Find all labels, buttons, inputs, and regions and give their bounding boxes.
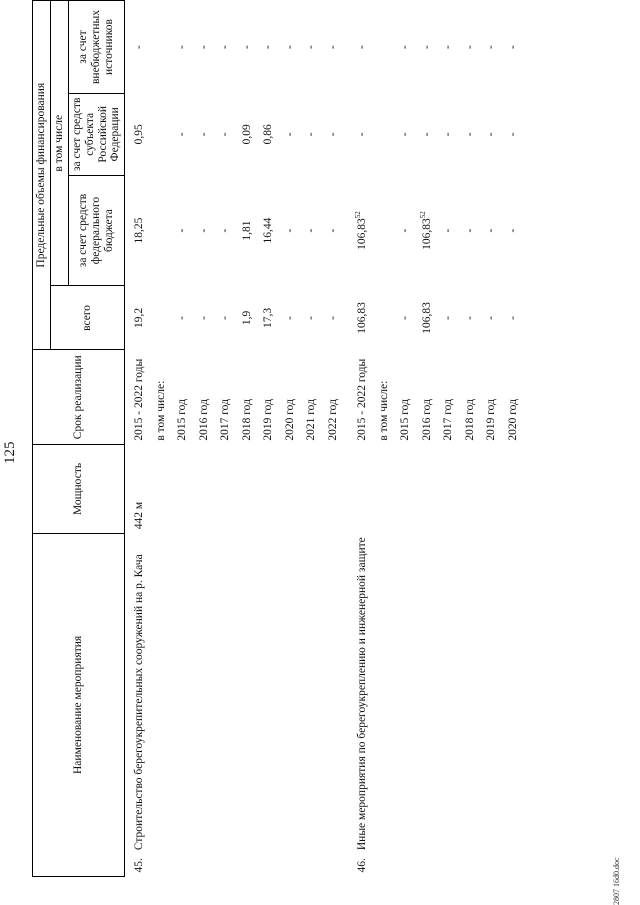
table-row <box>507 1 529 877</box>
row-extra-text: - <box>326 45 339 49</box>
footnote-ref: 52 <box>354 211 363 219</box>
row-regional-text: - <box>442 132 455 137</box>
row-extra-text: - <box>356 45 369 49</box>
row-regional <box>176 94 198 176</box>
row-federal-text: 16,44 <box>262 217 275 244</box>
row-number <box>155 854 177 876</box>
row-extra-text: - <box>262 45 275 49</box>
row-regional <box>284 94 306 176</box>
row-capacity <box>284 445 306 534</box>
table-row <box>241 1 263 877</box>
row-period-text: 2015 год <box>176 399 189 441</box>
header-including: в том числе <box>50 1 68 286</box>
row-capacity <box>327 445 349 534</box>
row-period-text: 2015 - 2022 годы <box>133 358 146 441</box>
header-period: Срок реализации <box>33 350 125 445</box>
row-federal-text: 106,83 <box>356 218 369 250</box>
row-total <box>284 286 306 350</box>
row-name <box>241 533 263 854</box>
header-name: Наименование мероприятия <box>33 533 125 876</box>
row-total-text: - <box>197 316 210 320</box>
row-total-text: 106,83 <box>356 302 369 334</box>
row-regional <box>241 94 263 176</box>
row-federal <box>418 175 443 286</box>
table-row <box>125 1 155 877</box>
row-federal <box>198 175 220 286</box>
row-number-text: 45. <box>133 858 146 873</box>
row-number <box>241 854 263 876</box>
row-federal <box>305 175 327 286</box>
row-period <box>284 350 306 445</box>
row-regional-text: - <box>463 132 476 137</box>
row-period-text: 2015 год <box>399 399 412 441</box>
row-capacity <box>219 445 241 534</box>
row-period <box>176 350 198 445</box>
row-number-text: 46. <box>356 858 369 873</box>
row-regional <box>399 94 421 176</box>
row-federal-text: - <box>485 228 498 233</box>
row-total <box>262 286 284 350</box>
row-extra <box>198 1 220 94</box>
row-federal <box>464 175 486 286</box>
row-period <box>507 350 529 445</box>
row-number <box>219 854 241 876</box>
row-capacity-text: 442 м <box>133 501 146 530</box>
row-number <box>399 854 421 876</box>
row-regional-text: - <box>506 132 519 137</box>
row-total-text: - <box>283 316 296 320</box>
row-regional <box>155 94 177 176</box>
row-number <box>284 854 306 876</box>
row-total-text: - <box>399 316 412 320</box>
row-federal-text: - <box>463 228 476 233</box>
row-period <box>155 350 177 445</box>
row-federal <box>241 175 263 286</box>
page-number: 125 <box>2 441 18 464</box>
row-regional <box>125 94 155 176</box>
row-federal <box>399 175 421 286</box>
row-name <box>421 533 443 854</box>
row-period <box>442 350 464 445</box>
row-extra <box>348 1 378 94</box>
row-period <box>198 350 220 445</box>
row-regional <box>262 94 284 176</box>
row-regional-text: - <box>283 132 296 137</box>
row-total <box>378 286 400 350</box>
row-period <box>305 350 327 445</box>
table-row <box>421 1 443 877</box>
row-period <box>485 350 507 445</box>
table-row <box>284 1 306 877</box>
table-row <box>305 1 327 877</box>
row-regional-text: - <box>356 132 369 137</box>
row-period <box>219 350 241 445</box>
row-extra <box>125 1 155 94</box>
row-capacity <box>262 445 284 534</box>
table-row <box>348 1 378 877</box>
row-total <box>464 286 486 350</box>
row-period <box>327 350 349 445</box>
row-total <box>176 286 198 350</box>
row-federal <box>378 175 400 286</box>
row-federal-text: - <box>399 228 412 233</box>
table-body <box>125 1 529 877</box>
row-total <box>125 286 155 350</box>
row-total <box>241 286 263 350</box>
row-federal <box>176 175 198 286</box>
row-period-text: 2020 год <box>506 399 519 441</box>
row-period-text: 2018 год <box>463 399 476 441</box>
footer-filename: 2807 16d0.doc <box>612 857 621 905</box>
row-federal <box>507 175 529 286</box>
row-extra-text: - <box>305 45 318 49</box>
row-federal-text: 1,81 <box>240 220 253 241</box>
row-period <box>241 350 263 445</box>
row-total-text: 19,2 <box>133 307 146 328</box>
row-total <box>155 286 177 350</box>
row-federal-text: - <box>176 228 189 233</box>
table-row <box>399 1 421 877</box>
row-capacity <box>241 445 263 534</box>
row-extra-text: - <box>240 45 253 49</box>
row-total-text: - <box>305 316 318 320</box>
row-number <box>421 854 443 876</box>
row-number <box>125 854 155 876</box>
row-name <box>507 533 529 854</box>
row-name <box>464 533 486 854</box>
table-row <box>219 1 241 877</box>
row-name-text: Строительство берегоукрепительных сооружений на р. Кача <box>133 554 146 851</box>
row-extra <box>327 1 349 94</box>
row-regional <box>219 94 241 176</box>
row-extra-text: - <box>176 45 189 49</box>
row-federal-text: - <box>219 228 232 233</box>
row-name <box>155 533 177 854</box>
row-period-text: 2017 год <box>219 399 232 441</box>
row-federal <box>442 175 464 286</box>
row-regional-text: - <box>399 132 412 137</box>
row-federal-text: 106,83 <box>420 218 433 250</box>
row-extra-text: - <box>283 45 296 49</box>
row-period-text: 2016 год <box>197 399 210 441</box>
row-number <box>485 854 507 876</box>
table-row <box>464 1 486 877</box>
row-federal <box>262 175 284 286</box>
row-name <box>442 533 464 854</box>
header-extra: за счет внебюджетных источников <box>68 1 125 94</box>
row-regional <box>464 94 486 176</box>
row-period <box>348 350 378 445</box>
row-total <box>327 286 349 350</box>
row-total <box>219 286 241 350</box>
row-capacity <box>464 445 486 534</box>
row-capacity <box>198 445 220 534</box>
row-extra-text: - <box>485 45 498 49</box>
row-name <box>485 533 507 854</box>
row-extra-text: - <box>420 45 433 49</box>
row-period-text: 2017 год <box>442 399 455 441</box>
row-regional-text: - <box>420 132 433 137</box>
row-capacity <box>125 445 155 534</box>
row-extra <box>399 1 421 94</box>
row-period-text: 2019 год <box>485 399 498 441</box>
row-name <box>305 533 327 854</box>
row-capacity <box>485 445 507 534</box>
row-federal-text: - <box>283 228 296 233</box>
row-total <box>348 286 378 350</box>
row-period-text: в том числе: <box>377 380 390 441</box>
row-name <box>399 533 421 854</box>
row-name <box>176 533 198 854</box>
row-extra <box>305 1 327 94</box>
row-federal <box>219 175 241 286</box>
footnote-ref: 52 <box>418 211 427 219</box>
row-extra-text: - <box>399 45 412 49</box>
table-row <box>155 1 177 877</box>
row-number <box>378 854 400 876</box>
row-federal <box>348 175 378 286</box>
row-name <box>198 533 220 854</box>
row-regional-text: - <box>197 132 210 137</box>
row-number <box>348 854 378 876</box>
row-federal-text: - <box>197 228 210 233</box>
row-regional <box>327 94 349 176</box>
row-regional <box>198 94 220 176</box>
row-capacity <box>348 445 378 534</box>
row-total-text: 17,3 <box>262 307 275 328</box>
row-name <box>378 533 400 854</box>
row-extra-text: - <box>219 45 232 49</box>
row-period <box>399 350 421 445</box>
row-capacity <box>378 445 400 534</box>
row-extra <box>284 1 306 94</box>
row-period-text: 2019 год <box>262 399 275 441</box>
row-total <box>485 286 507 350</box>
row-period <box>378 350 400 445</box>
row-number <box>464 854 486 876</box>
row-total <box>198 286 220 350</box>
row-extra <box>464 1 486 94</box>
row-name-text: Иные мероприятия по берегоукреплению и инженерной защите <box>356 537 369 851</box>
row-total <box>421 286 443 350</box>
header-federal: за счет средств федерального бюджета <box>68 175 125 286</box>
row-total <box>305 286 327 350</box>
row-regional <box>378 94 400 176</box>
row-period <box>421 350 443 445</box>
row-total <box>399 286 421 350</box>
row-period <box>125 350 155 445</box>
row-federal-text: - <box>326 228 339 233</box>
row-extra <box>485 1 507 94</box>
row-regional-text: - <box>219 132 232 137</box>
row-regional <box>421 94 443 176</box>
row-number <box>176 854 198 876</box>
funding-table <box>32 0 528 877</box>
row-federal <box>155 175 177 286</box>
row-total-text: - <box>463 316 476 320</box>
row-federal-text: - <box>442 228 455 233</box>
row-federal <box>327 175 349 286</box>
table-row <box>378 1 400 877</box>
row-extra-text: - <box>506 45 519 49</box>
row-name <box>348 533 378 854</box>
row-extra <box>507 1 529 94</box>
row-total <box>507 286 529 350</box>
row-regional-text: - <box>326 132 339 137</box>
row-federal-text: 18,25 <box>133 217 146 244</box>
row-name <box>284 533 306 854</box>
row-period-text: 2022 год <box>326 399 339 441</box>
row-federal-text: - <box>506 228 519 233</box>
row-extra-text: - <box>197 45 210 49</box>
table-row <box>176 1 198 877</box>
row-total-text: - <box>506 316 519 320</box>
row-total-text: - <box>219 316 232 320</box>
row-capacity <box>176 445 198 534</box>
row-regional <box>348 94 378 176</box>
row-extra <box>176 1 198 94</box>
header-total: всего <box>50 286 124 350</box>
row-extra <box>421 1 443 94</box>
row-period <box>464 350 486 445</box>
row-total <box>442 286 464 350</box>
row-capacity <box>305 445 327 534</box>
row-extra <box>442 1 464 94</box>
row-total-text: - <box>176 316 189 320</box>
table-row <box>485 1 507 877</box>
table-row <box>442 1 464 877</box>
table-row <box>262 1 284 877</box>
row-capacity <box>155 445 177 534</box>
row-regional-text: 0,09 <box>240 124 253 145</box>
row-total-text: 1,9 <box>240 310 253 326</box>
row-number <box>327 854 349 876</box>
row-regional <box>442 94 464 176</box>
row-capacity <box>442 445 464 534</box>
row-period-text: 2020 год <box>283 399 296 441</box>
row-number <box>198 854 220 876</box>
row-extra <box>155 1 177 94</box>
row-name <box>125 533 155 854</box>
table-row <box>327 1 349 877</box>
row-total-text: - <box>442 316 455 320</box>
row-total-text: 106,83 <box>420 302 433 334</box>
row-extra <box>378 1 400 94</box>
row-period-text: 2021 год <box>305 399 318 441</box>
row-capacity <box>399 445 421 534</box>
row-regional <box>485 94 507 176</box>
row-name <box>219 533 241 854</box>
row-extra-text: - <box>442 45 455 49</box>
header-funding: Предельные объемы финансирования <box>33 1 51 350</box>
row-number <box>305 854 327 876</box>
header-capacity: Мощность <box>33 445 125 534</box>
row-regional-text: 0,95 <box>133 124 146 145</box>
row-total-text: - <box>485 316 498 320</box>
row-name <box>262 533 284 854</box>
row-federal <box>284 175 306 286</box>
row-number <box>262 854 284 876</box>
row-federal <box>125 175 155 286</box>
row-federal-text: - <box>305 228 318 233</box>
row-extra <box>219 1 241 94</box>
row-extra <box>262 1 284 94</box>
row-regional-text: 0,86 <box>262 124 275 145</box>
row-extra-text: - <box>463 45 476 49</box>
row-total-text: - <box>326 316 339 320</box>
row-number <box>442 854 464 876</box>
row-capacity <box>421 445 443 534</box>
row-capacity <box>507 445 529 534</box>
row-period <box>262 350 284 445</box>
header-regional: за счет средств субъекта Российской Федерации <box>68 94 125 176</box>
row-regional <box>305 94 327 176</box>
row-extra-text: - <box>133 45 146 49</box>
row-period-text: 2016 год <box>420 399 433 441</box>
row-number <box>507 854 529 876</box>
row-regional-text: - <box>485 132 498 137</box>
row-regional-text: - <box>176 132 189 137</box>
row-period-text: 2015 - 2022 годы <box>356 358 369 441</box>
row-period-text: в том числе: <box>154 380 167 441</box>
row-regional-text: - <box>305 132 318 137</box>
row-period-text: 2018 год <box>240 399 253 441</box>
row-federal <box>485 175 507 286</box>
row-regional <box>507 94 529 176</box>
row-name <box>327 533 349 854</box>
table-row <box>198 1 220 877</box>
row-extra <box>241 1 263 94</box>
